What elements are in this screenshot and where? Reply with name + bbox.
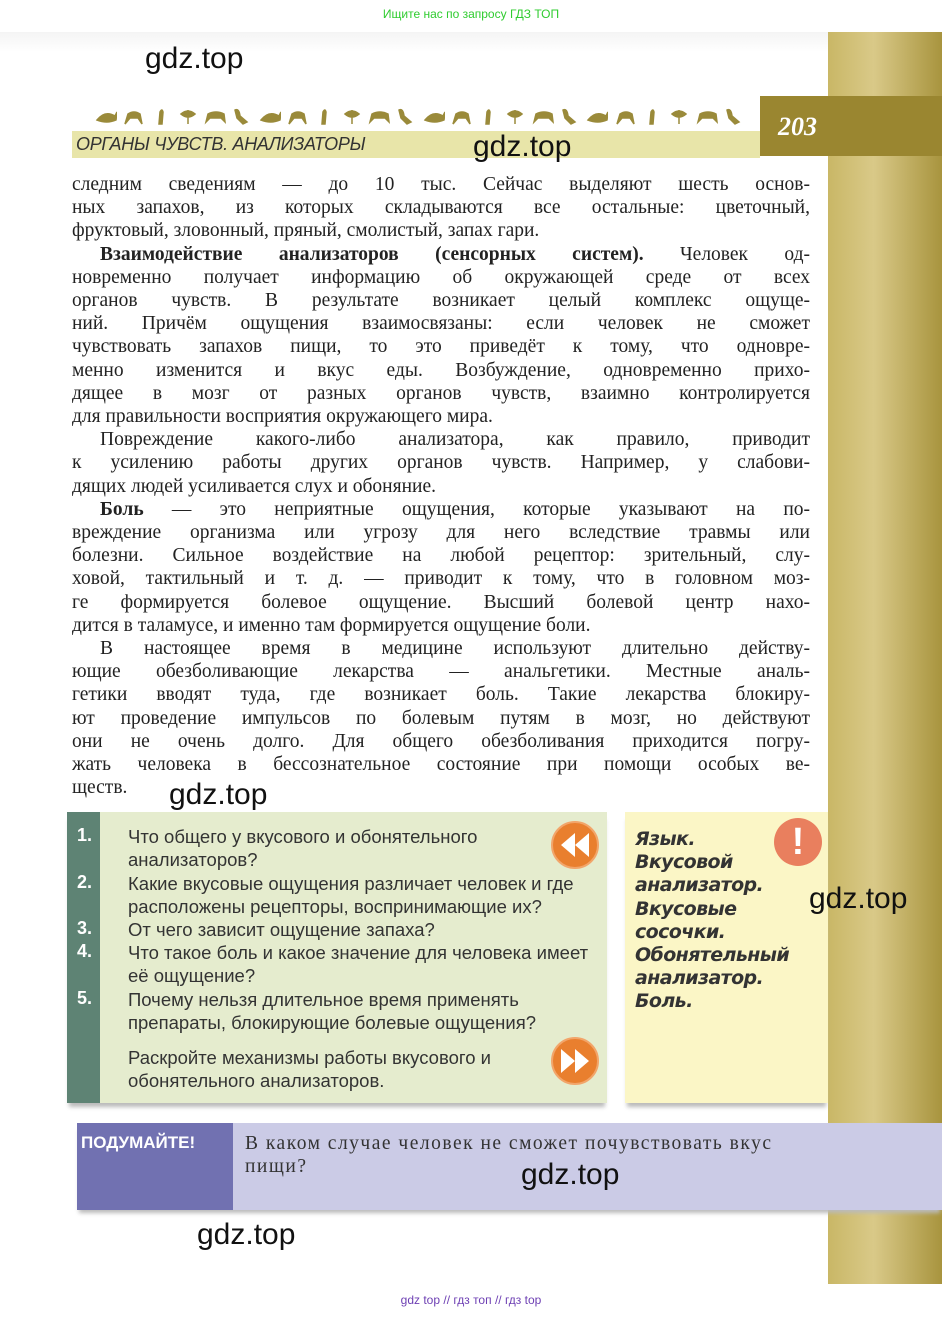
keyword: анализатор. <box>635 874 764 897</box>
animal-silhouette-icon <box>341 106 363 126</box>
think-question: В каком случае человек не сможет почувствовать вкус пищи? <box>245 1133 773 1177</box>
animal-silhouette-icon <box>450 106 472 126</box>
text-line: дится в таламусе, и именно там формируется ощущение боли. <box>72 614 591 636</box>
text-line <box>72 498 810 521</box>
animal-silhouette-icon <box>286 106 308 126</box>
text-line: ществ. <box>72 777 128 799</box>
keyword: Обонятельный <box>635 944 790 967</box>
text-line: органов чувств. В результате возникает целый комплекс ощуще- <box>72 290 810 312</box>
text-line: дящих людей усиливается слух и обоняние. <box>72 475 436 497</box>
animal-silhouette-icon <box>177 106 199 126</box>
keyword: Язык. <box>635 828 695 850</box>
body-text <box>72 173 810 799</box>
footer-link[interactable]: gdz top <box>400 1293 441 1307</box>
text-line: гетики вводят туда, где возникает боль. Такие лекарства блокиру- <box>72 684 810 706</box>
question-text: Почему нельзя длительное время применять препараты, блокирующие болевые ощущения? <box>128 989 537 1033</box>
text-run: — это неприятные ощущения, которые указывают на по- <box>143 498 810 520</box>
keyword: Вкусовой <box>635 851 733 874</box>
text-line: дящее в мозг от разных органов чувств, взаимно контролируется <box>72 382 810 404</box>
text-line: жать человека в бессознательное состояние при помощи особых ве- <box>72 754 810 776</box>
text-line: ных запахов, из которых складываются все остальные: цветочный, <box>72 197 810 219</box>
animal-silhouette-icon <box>614 106 636 126</box>
question-text: От чего зависит ощущение запаха? <box>128 919 435 940</box>
text-line: болезни. Сильное воздействие на любой рецептор: зрительный, слу- <box>72 545 810 567</box>
animal-silhouette-icon <box>150 106 172 126</box>
text-line <box>72 243 810 266</box>
watermark: gdz.top <box>521 1158 620 1191</box>
text-line: ний. Причём ощущения взаимосвязаны: если человек не сможет <box>72 313 810 335</box>
question-number: 1. <box>77 825 93 845</box>
watermark: gdz.top <box>169 778 268 811</box>
text-line: менно изменится и вкус еды. Возбуждение, одновременно прихо- <box>72 359 810 381</box>
keyword: сосочки. <box>635 920 726 943</box>
footer-link[interactable]: гдз топ <box>453 1293 492 1307</box>
fast-forward-icon <box>551 1037 599 1085</box>
animal-silhouette-icon <box>395 106 417 126</box>
animal-silhouette-icon <box>504 106 526 126</box>
watermark: gdz.top <box>145 42 244 75</box>
watermark: gdz.top <box>473 130 572 163</box>
animal-silhouettes-ornament <box>95 100 745 126</box>
text-line: вреждение организма или угрозу для него вследствие травмы или <box>72 522 810 544</box>
exclamation-icon: ! <box>774 818 822 866</box>
review-questions-box <box>67 812 607 1103</box>
keywords-list <box>635 828 789 1014</box>
keywords-box <box>625 812 828 1103</box>
text-run: Человек од- <box>643 243 811 265</box>
animal-silhouette-icon <box>313 106 335 126</box>
page-number: 203 <box>760 96 942 156</box>
animal-silhouette-icon <box>641 106 663 126</box>
animal-silhouette-icon <box>423 106 445 126</box>
keyword: анализатор. <box>635 967 764 990</box>
text-line: ют проведение импульсов по болевым путям в мозг, но действуют <box>72 707 810 729</box>
term-heading: Боль <box>100 498 144 520</box>
text-line: следним сведениям — до 10 тыс. Сейчас выделяют шесть основ- <box>72 174 810 195</box>
text-line: к усилению работы других органов чувств. Например, у слабови- <box>72 452 810 474</box>
animal-silhouette-icon <box>696 106 718 126</box>
animal-silhouette-icon <box>559 106 581 126</box>
task-text: Раскройте механизмы работы вкусового и обонятельного анализаторов. <box>128 1047 491 1091</box>
text-line: они не очень долго. Для общего обезболивания приходится погру- <box>72 730 810 752</box>
watermark: gdz.top <box>197 1218 296 1251</box>
separator: // <box>494 1293 502 1307</box>
question-number: 3. <box>77 918 93 938</box>
page-edge-strip <box>828 32 942 1284</box>
separator: // <box>443 1293 451 1307</box>
text-line: ге формируется болевое ощущение. Высший болевой центр нахо- <box>72 591 810 613</box>
animal-silhouette-icon <box>668 106 690 126</box>
think-label: ПОДУМАЙТЕ! <box>77 1123 233 1210</box>
animal-silhouette-icon <box>122 106 144 126</box>
text-line: фруктовый, зловонный, пряный, смолистый, запах гари. <box>72 220 540 242</box>
animal-silhouette-icon <box>204 106 226 126</box>
search-hint: Ищите нас по запросу ГДЗ ТОП <box>382 7 560 21</box>
animal-silhouette-icon <box>231 106 253 126</box>
animal-silhouette-icon <box>477 106 499 126</box>
keyword: Вкусовые <box>635 897 737 920</box>
footer-links <box>0 1293 942 1307</box>
text-line: Повреждение какого-либо анализатора, как правило, приводит <box>100 429 810 451</box>
section-title: ОРГАНЫ ЧУВСТВ. АНАЛИЗАТОРЫ <box>76 134 366 154</box>
animal-silhouette-icon <box>95 106 117 126</box>
question-number: 4. <box>77 941 93 961</box>
think-box <box>77 1123 942 1210</box>
rewind-icon <box>551 821 599 869</box>
animal-silhouette-icon <box>723 106 745 126</box>
animal-silhouette-icon <box>259 106 281 126</box>
question-text: Что такое боль и какое значение для человека имеет её ощущение? <box>128 942 589 986</box>
footer-link[interactable]: гдз top <box>504 1293 542 1307</box>
watermark: gdz.top <box>809 882 908 915</box>
text-line: для правильности восприятия окружающего мира. <box>72 406 493 428</box>
keyword: Боль. <box>635 990 693 1013</box>
text-line: новременно получает информацию об окружающей среде от всех <box>72 266 810 288</box>
question-number: 2. <box>77 872 93 892</box>
question-text: Какие вкусовые ощущения различает человек и где расположены рецепторы, воспринимающие их? <box>128 873 574 917</box>
text-line: чувствовать запахов пищи, то это приведёт к тому, что одновре- <box>72 336 810 358</box>
term-heading: Взаимодействие анализаторов (сенсорных систем). <box>100 243 644 265</box>
animal-silhouette-icon <box>532 106 554 126</box>
text-line: В настоящее время в медицине используют длительно действу- <box>100 638 810 660</box>
animal-silhouette-icon <box>368 106 390 126</box>
text-line: ховой, тактильный и т. д. — приводит к тому, что в головном моз- <box>72 568 810 590</box>
question-text: Что общего у вкусового и обонятельного анализаторов? <box>128 826 478 870</box>
animal-silhouette-icon <box>586 106 608 126</box>
question-number: 5. <box>77 988 93 1008</box>
text-line: ющие обезболивающие лекарства — анальгетики. Местные аналь- <box>72 661 810 683</box>
